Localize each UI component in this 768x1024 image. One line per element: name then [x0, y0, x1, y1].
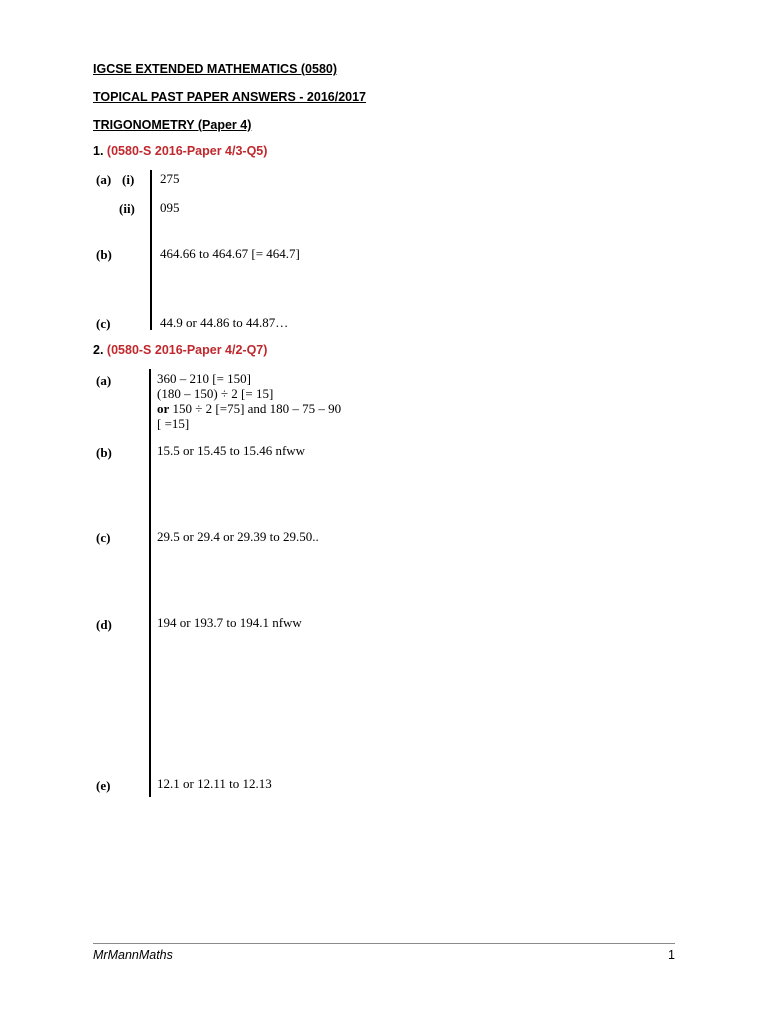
question-2-heading: [93, 343, 267, 357]
q2-part-a-or-keyword: or: [157, 401, 170, 416]
q2-part-a-line-4: [ =15]: [157, 416, 190, 431]
question-1-number: 1.: [93, 144, 104, 158]
question-1-answer-divider: [150, 170, 152, 330]
document-subtitle: TOPICAL PAST PAPER ANSWERS - 2016/2017: [93, 90, 366, 104]
q2-part-a-line-3: [157, 401, 341, 417]
q1-part-a-i-label: (i): [122, 172, 135, 187]
q2-part-c-label: (c): [96, 530, 111, 545]
q2-part-d-answer: 194 or 193.7 to 194.1 nfww: [157, 615, 302, 630]
q2-part-b-answer: 15.5 or 15.45 to 15.46 nfww: [157, 443, 306, 458]
q1-part-b-label: (b): [96, 247, 112, 262]
q2-part-a-line-1: 360 – 210 [= 150]: [157, 371, 251, 386]
q2-part-a-label: (a): [96, 373, 112, 388]
question-2-reference: (0580-S 2016-Paper 4/2-Q7): [106, 343, 268, 357]
question-2-number: 2.: [93, 343, 104, 357]
q2-part-c-answer: 29.5 or 29.4 or 29.39 to 29.50..: [157, 529, 319, 544]
footer-divider: [93, 943, 675, 944]
q1-part-c-answer: 44.9 or 44.86 to 44.87…: [160, 315, 289, 330]
question-1-reference: (0580-S 2016-Paper 4/3-Q5): [106, 144, 268, 158]
page-number: 1: [668, 948, 675, 962]
q1-part-c-label: (c): [96, 316, 111, 331]
topic-heading: TRIGONOMETRY (Paper 4): [93, 118, 252, 132]
q2-part-d-label: (d): [96, 617, 112, 632]
q2-part-e-answer: 12.1 or 12.11 to 12.13: [157, 776, 272, 791]
q2-part-b-label: (b): [96, 445, 112, 460]
question-2-answer-divider: [149, 369, 151, 797]
q2-part-a-line-2: (180 – 150) ÷ 2 [= 15]: [157, 386, 274, 401]
q1-part-a-label: (a): [96, 172, 112, 187]
q1-part-a-ii-answer: 095: [160, 200, 180, 215]
q1-part-a-i-answer: 275: [160, 171, 180, 186]
document-title: IGCSE EXTENDED MATHEMATICS (0580): [93, 62, 338, 76]
q1-part-b-answer: 464.66 to 464.67 [= 464.7]: [160, 246, 300, 261]
q1-part-a-ii-label: (ii): [119, 201, 135, 216]
question-1-heading: [93, 144, 267, 158]
q2-part-e-label: (e): [96, 778, 111, 793]
footer-author: MrMannMaths: [93, 948, 173, 962]
q2-part-a-line-3-text: 150 ÷ 2 [=75] and 180 – 75 – 90: [169, 401, 342, 416]
